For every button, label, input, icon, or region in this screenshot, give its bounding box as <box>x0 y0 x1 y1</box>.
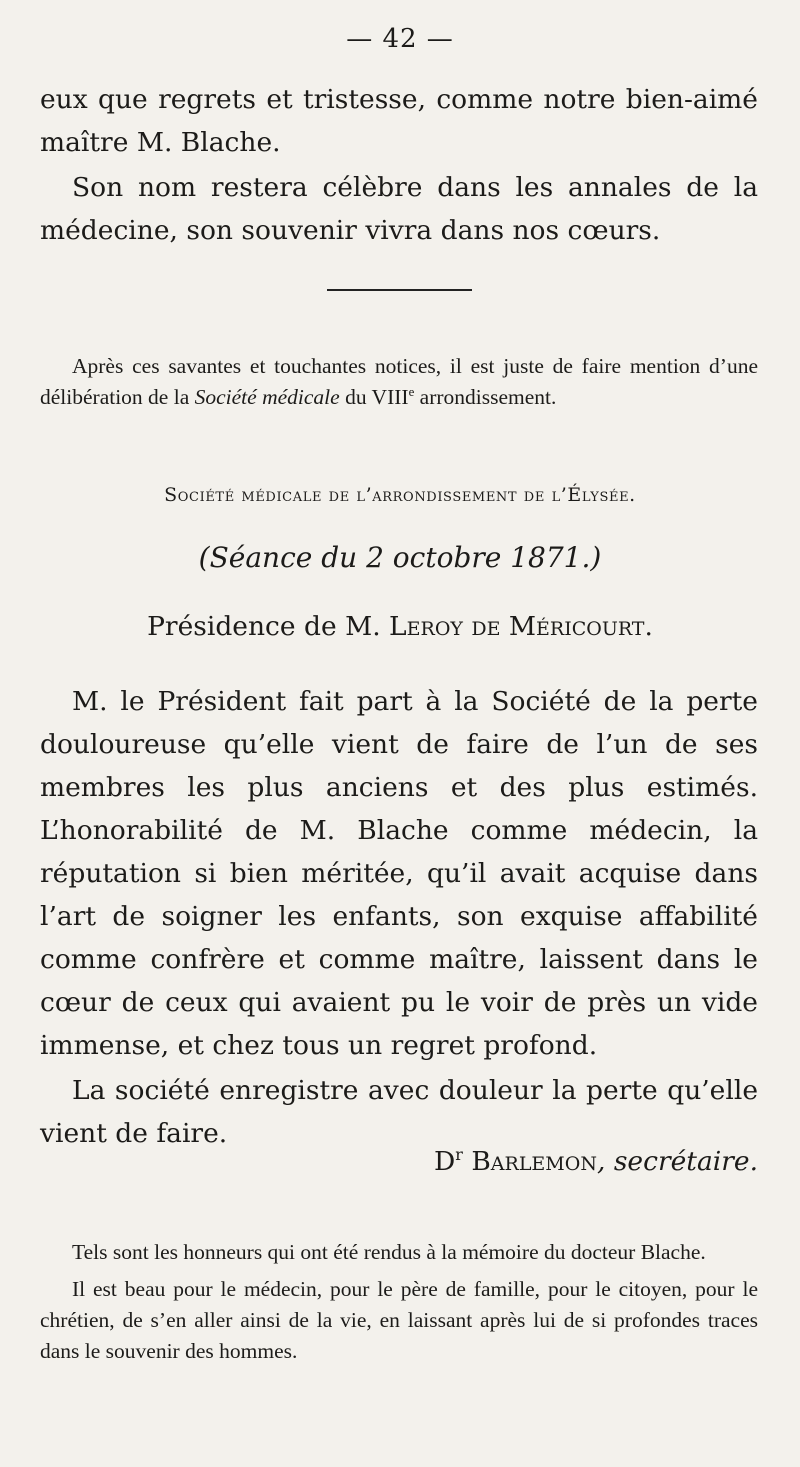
top-text <box>40 78 758 252</box>
signature-title: D <box>434 1146 456 1177</box>
signature-role: , secrétaire. <box>596 1146 758 1177</box>
signature-title-sup: r <box>455 1145 463 1165</box>
intro-text-2: du VIII <box>339 385 409 409</box>
signature-name: Barlemon <box>462 1146 597 1177</box>
presidence-suffix: . <box>644 611 653 642</box>
intro-society-name: Société médicale <box>194 385 340 409</box>
intro-paragraph <box>40 351 758 413</box>
page-number: — 42 — <box>346 24 454 54</box>
paragraph-memory: Son nom restera célèbre dans les annales de la médecine, son souvenir vivra dans nos cœurs. <box>40 172 758 246</box>
intro-superscript: e <box>408 384 415 399</box>
presidence-prefix: Présidence de M. <box>147 611 390 642</box>
minutes-paragraph-2: La société enregistre avec douleur la perte qu’elle vient de faire. <box>40 1075 758 1149</box>
president-name: Leroy de Méricourt <box>389 611 645 642</box>
intro-text-end: arrondissement. <box>414 385 557 409</box>
society-heading: Société médicale de l’arrondissement de l’Élysée. <box>164 484 636 506</box>
minutes-paragraph: M. le Président fait part à la Société de la perte douloureuse qu’elle vient de faire de l’un de ses membres les plus anciens et des plus estimés. L’honorabilité de M. Blache comme médecin, la réputation si bien méritée, qu’il avait acquise dans l’art de soigner les enfants, son exquise affabilité comme confrère et comme maître, laissent dans le cœur de ceux qui avaient pu le voir de près un vide immense, et chez tous un regret profond. <box>40 686 758 1061</box>
intro-text: Après ces savantes et touchantes notices, il est juste de faire mention d’une délibération de la <box>40 354 758 409</box>
paragraph-continuation: eux que regrets et tristesse, comme notre bien-aimé maître M. Blache. <box>40 84 758 158</box>
closing-paragraph-2: Il est beau pour le médecin, pour le père de famille, pour le citoyen, pour le chrétien, de s’en aller ainsi de la vie, en laissant après lui de si profondes traces dans le souvenir des hommes. <box>40 1277 758 1363</box>
closing-paragraph: Tels sont les honneurs qui ont été rendus à la mémoire du docteur Blache. <box>72 1240 706 1264</box>
section-divider <box>327 289 472 291</box>
signature <box>40 1140 758 1183</box>
presidence-line <box>0 611 800 642</box>
seance-date: (Séance du 2 octobre 1871.) <box>198 541 602 574</box>
closing-text <box>40 1237 758 1367</box>
minutes-text <box>40 680 758 1155</box>
